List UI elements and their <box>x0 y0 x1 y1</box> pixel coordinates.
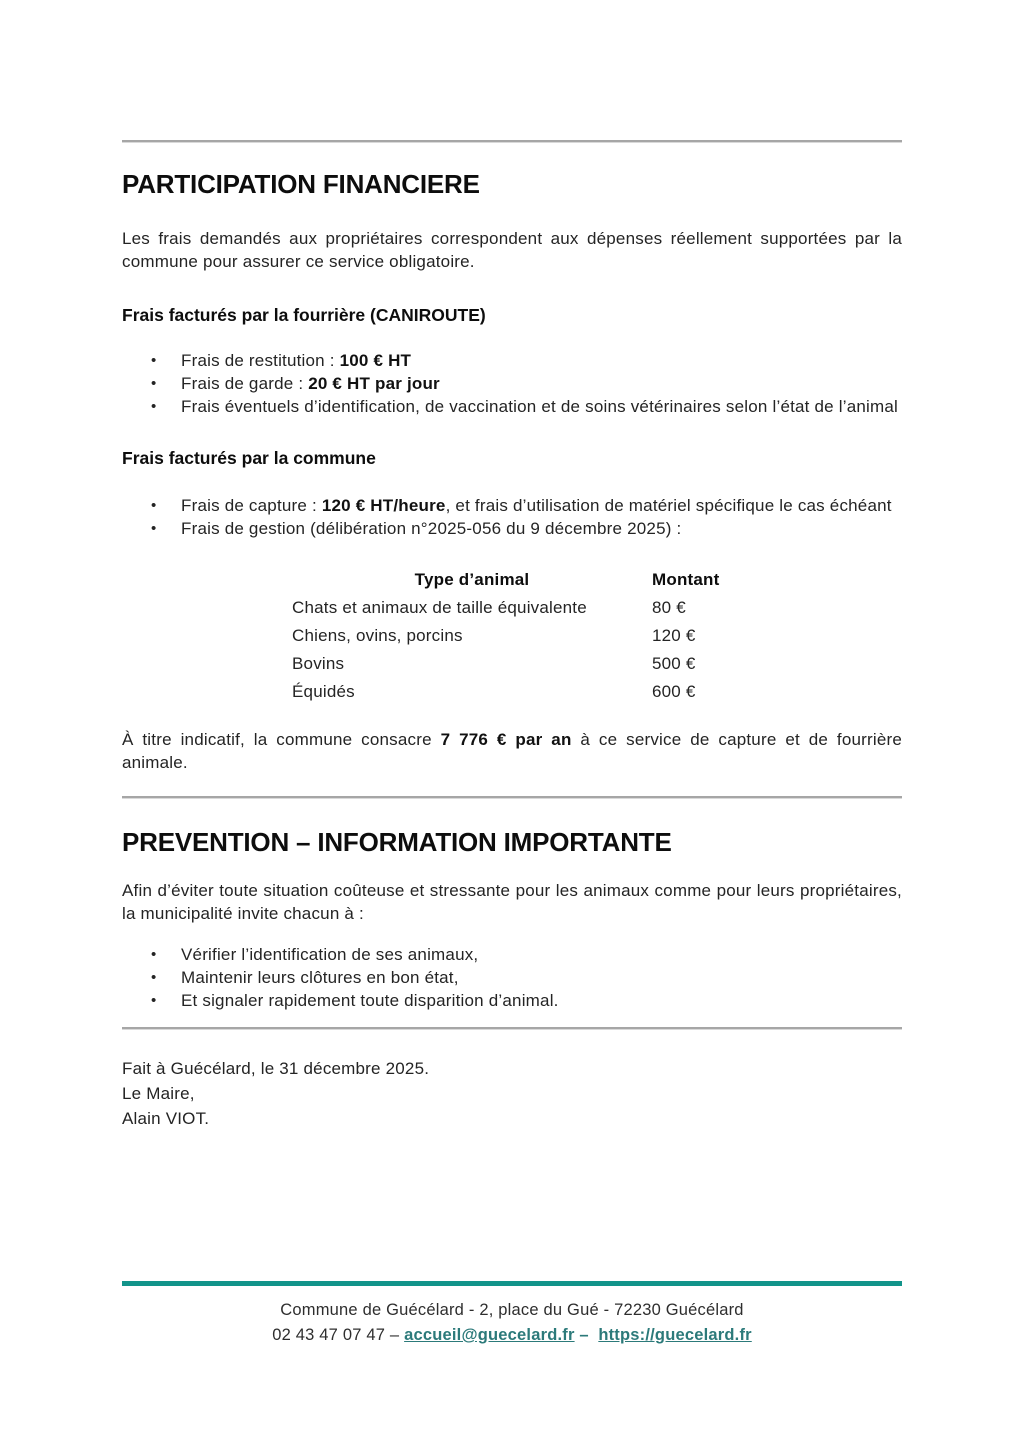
list-item <box>181 966 902 989</box>
list-item-text: Frais de gestion (délibération n°2025-056 du 9 décembre 2025) : <box>181 519 682 538</box>
page-footer <box>122 1298 902 1348</box>
table-cell-animal: Équidés <box>292 682 355 701</box>
website-link[interactable]: https://guecelard.fr <box>598 1326 752 1344</box>
subheading-frais-commune: Frais facturés par la commune <box>122 448 376 468</box>
table-cell-montant: 500 € <box>652 654 696 673</box>
list-item <box>181 989 902 1012</box>
list-item-text: Frais de restitution : <box>181 351 340 370</box>
footer-address-line: Commune de Guécélard - 2, place du Gué - 72230 Guécélard <box>280 1301 744 1319</box>
commune-bullet-list <box>122 494 902 540</box>
footer-separator: – <box>574 1326 599 1344</box>
table-cell-montant: 600 € <box>652 682 696 701</box>
footer-separator: – <box>385 1326 405 1344</box>
list-item-text: Frais de capture : <box>181 496 322 515</box>
list-item-text: Et signaler rapidement toute disparition d’animal. <box>181 991 559 1010</box>
table-cell-animal: Chiens, ovins, porcins <box>292 626 463 645</box>
fees-table <box>292 566 792 706</box>
outro-bold-amount: 7 776 € par an <box>440 730 572 749</box>
table-header-montant: Montant <box>652 570 720 589</box>
table-cell-animal: Chats et animaux de taille équivalente <box>292 598 587 617</box>
table-header-type-animal: Type d’animal <box>414 570 530 589</box>
list-item-bold: 120 € HT/heure <box>321 496 446 515</box>
email-link[interactable]: accueil@guecelard.fr <box>404 1326 575 1344</box>
list-item <box>181 395 902 418</box>
top-divider-rule <box>122 140 902 143</box>
participation-intro-paragraph: Les frais demandés aux propriétaires correspondent aux dépenses réellement supportées par la commune pour assurer ce service obligatoire. <box>122 229 902 271</box>
list-item-text: Maintenir leurs clôtures en bon état, <box>181 968 459 987</box>
prevention-bullet-list <box>122 943 902 1012</box>
table-row <box>292 594 792 622</box>
list-item-text: , et frais d’utilisation de matériel spécifique le cas échéant <box>445 496 892 515</box>
signature-block <box>122 1056 902 1131</box>
document-content <box>122 0 902 1348</box>
signature-role-line: Le Maire, <box>122 1084 195 1103</box>
table-cell-animal: Bovins <box>292 654 345 673</box>
list-item <box>181 517 902 540</box>
prevention-intro-paragraph: Afin d’éviter toute situation coûteuse et stressante pour les animaux comme pour leurs propriétaires, la municipalité invite chacun à : <box>122 881 902 923</box>
footer-phone: 02 43 47 07 47 <box>272 1326 386 1344</box>
outro-text: à ce service de capture et de fourrière animale. <box>122 730 903 772</box>
list-item <box>181 372 902 395</box>
signature-date-line: Fait à Guécélard, le 31 décembre 2025. <box>122 1059 430 1078</box>
list-item <box>181 349 902 372</box>
table-cell-montant: 120 € <box>652 626 696 645</box>
subheading-frais-fourriere: Frais facturés par la fourrière (CANIROUTE) <box>122 305 486 325</box>
table-cell-montant: 80 € <box>652 598 686 617</box>
list-item-bold: 100 € HT <box>339 351 412 370</box>
footer-contact-line <box>122 1323 902 1348</box>
table-row <box>292 678 792 706</box>
footer-accent-rule <box>122 1281 902 1286</box>
list-item-text: Vérifier l’identification de ses animaux, <box>181 945 479 964</box>
bottom-divider-rule <box>122 1027 902 1030</box>
section-title-participation: PARTICIPATION FINANCIERE <box>122 169 480 199</box>
list-item-text: Frais éventuels d’identification, de vaccination et de soins vétérinaires selon l’état de l’animal <box>181 397 898 416</box>
table-header-row <box>292 566 792 594</box>
outro-text: À titre indicatif, la commune consacre <box>122 730 441 749</box>
table-row <box>292 650 792 678</box>
table-row <box>292 622 792 650</box>
list-item <box>181 943 902 966</box>
list-item <box>181 494 902 517</box>
list-item-bold: 20 € HT par jour <box>308 374 440 393</box>
fourriere-bullet-list <box>122 349 902 418</box>
signature-name-line: Alain VIOT. <box>122 1109 210 1128</box>
list-item-text: Frais de garde : <box>181 374 309 393</box>
participation-outro-paragraph <box>122 728 902 774</box>
section-title-prevention: PREVENTION – INFORMATION IMPORTANTE <box>122 827 672 857</box>
section-divider-rule <box>122 796 902 799</box>
